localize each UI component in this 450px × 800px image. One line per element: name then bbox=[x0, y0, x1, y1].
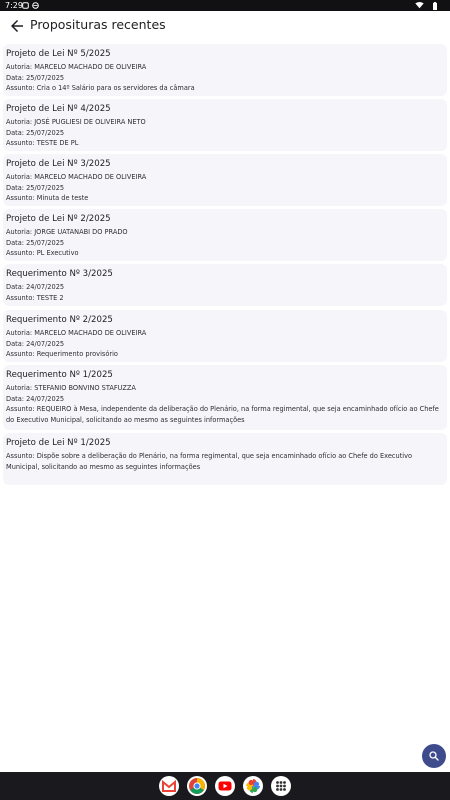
assunto-label: Assunto: bbox=[6, 293, 35, 302]
assunto-label: Assunto: bbox=[6, 139, 35, 147]
assunto-label: Assunto: bbox=[6, 194, 35, 202]
proposition-title: Projeto de Lei Nº 3/2025 bbox=[6, 159, 111, 169]
autoria-label: Autoria: bbox=[6, 329, 33, 337]
search-icon bbox=[428, 750, 440, 762]
proposition-title: Requerimento Nº 1/2025 bbox=[6, 370, 113, 380]
proposition-card[interactable] bbox=[3, 99, 447, 151]
app-bar bbox=[0, 11, 450, 43]
data-label: Data: bbox=[6, 73, 24, 82]
proposition-data bbox=[6, 183, 440, 194]
proposition-autoria bbox=[6, 117, 440, 128]
assunto-value: REQUEIRO à Mesa, independente da deliberação do Plenário, na forma regimental, que seja encaminhado ofício ao Chefe do Executivo Municipal, solicitando ao mesmo as seguintes informações bbox=[6, 405, 439, 424]
back-arrow-icon[interactable] bbox=[8, 17, 26, 35]
proposition-assunto bbox=[6, 404, 440, 425]
proposition-title: Requerimento Nº 3/2025 bbox=[6, 269, 113, 279]
status-time: 7:29 bbox=[5, 1, 23, 10]
photos-icon[interactable] bbox=[243, 776, 263, 796]
assunto-value: TESTE 2 bbox=[36, 293, 64, 302]
battery-icon bbox=[432, 2, 438, 10]
assunto-value: Cria o 14º Salário para os servidores da câmara bbox=[36, 84, 195, 92]
app-drawer-icon[interactable] bbox=[271, 776, 291, 796]
data-value: 25/07/2025 bbox=[26, 238, 65, 247]
proposition-assunto bbox=[6, 138, 440, 149]
autoria-label: Autoria: bbox=[6, 63, 33, 71]
proposition-assunto bbox=[6, 248, 440, 259]
assunto-label: Assunto: bbox=[6, 84, 35, 92]
assunto-value: TESTE DE PL bbox=[36, 139, 79, 147]
proposition-data bbox=[6, 394, 440, 405]
data-value: 25/07/2025 bbox=[26, 128, 65, 137]
data-value: 25/07/2025 bbox=[26, 183, 65, 192]
proposition-card[interactable] bbox=[3, 310, 447, 362]
data-value: 24/07/2025 bbox=[26, 394, 65, 403]
data-label: Data: bbox=[6, 128, 24, 137]
autoria-label: Autoria: bbox=[6, 118, 33, 126]
proposition-title: Projeto de Lei Nº 2/2025 bbox=[6, 214, 111, 224]
proposition-data bbox=[6, 282, 440, 293]
proposition-data bbox=[6, 339, 440, 350]
data-label: Data: bbox=[6, 339, 24, 348]
proposition-card[interactable] bbox=[3, 365, 447, 430]
data-value: 24/07/2025 bbox=[26, 283, 65, 291]
autoria-value: MARCELO MACHADO DE OLIVEIRA bbox=[34, 329, 147, 337]
proposition-assunto bbox=[6, 293, 440, 304]
search-button[interactable] bbox=[422, 744, 446, 768]
autoria-label: Autoria: bbox=[6, 228, 33, 236]
assunto-value: Minuta de teste bbox=[36, 194, 89, 202]
assunto-value: PL Executivo bbox=[36, 249, 79, 257]
autoria-value: MARCELO MACHADO DE OLIVEIRA bbox=[34, 63, 147, 71]
data-label: Data: bbox=[6, 238, 24, 247]
sync-icon bbox=[32, 2, 39, 9]
proposition-assunto bbox=[6, 451, 440, 472]
autoria-label: Autoria: bbox=[6, 384, 33, 392]
proposition-card[interactable] bbox=[3, 44, 447, 96]
assunto-label: Assunto: bbox=[6, 452, 35, 460]
data-value: 24/07/2025 bbox=[26, 339, 65, 348]
autoria-value: MARCELO MACHADO DE OLIVEIRA bbox=[34, 173, 147, 181]
data-label: Data: bbox=[6, 183, 24, 192]
assunto-label: Assunto: bbox=[6, 405, 35, 413]
gmail-icon[interactable] bbox=[159, 776, 179, 796]
proposition-assunto bbox=[6, 349, 440, 360]
proposition-autoria bbox=[6, 383, 440, 394]
proposition-autoria bbox=[6, 227, 440, 238]
proposition-card[interactable] bbox=[3, 264, 447, 306]
assunto-value: Requerimento provisório bbox=[36, 350, 118, 358]
proposition-card[interactable] bbox=[3, 433, 447, 485]
chrome-icon[interactable] bbox=[187, 776, 207, 796]
assunto-label: Assunto: bbox=[6, 249, 35, 257]
proposition-autoria bbox=[6, 172, 440, 183]
page-title: Proposituras recentes bbox=[30, 17, 166, 32]
proposition-title: Projeto de Lei Nº 5/2025 bbox=[6, 49, 111, 59]
autoria-value: JOSÉ PUGLIESI DE OLIVEIRA NETO bbox=[34, 118, 146, 126]
proposition-assunto bbox=[6, 193, 440, 204]
data-label: Data: bbox=[6, 394, 24, 403]
proposition-data bbox=[6, 73, 440, 84]
assunto-value: Dispõe sobre a deliberação do Plenário, na forma regimental, que seja encaminhado ofício ao Chefe do Executivo Municipal, solicitando ao mesmo as seguintes informações bbox=[6, 452, 413, 471]
youtube-icon[interactable] bbox=[215, 776, 235, 796]
proposition-card[interactable] bbox=[3, 154, 447, 206]
wifi-icon bbox=[415, 2, 424, 9]
proposition-title: Projeto de Lei Nº 4/2025 bbox=[6, 104, 111, 114]
status-bar bbox=[0, 0, 450, 11]
autoria-value: JORGE UATANABI DO PRADO bbox=[34, 228, 128, 236]
proposition-data bbox=[6, 128, 440, 139]
proposition-title: Requerimento Nº 2/2025 bbox=[6, 315, 113, 325]
autoria-value: STEFANIO BONVINO STAFUZZA bbox=[34, 384, 136, 392]
proposition-card[interactable] bbox=[3, 209, 447, 261]
autoria-label: Autoria: bbox=[6, 173, 33, 181]
notification-icon bbox=[22, 2, 29, 9]
data-label: Data: bbox=[6, 283, 24, 291]
proposition-title: Projeto de Lei Nº 1/2025 bbox=[6, 438, 111, 448]
proposition-autoria bbox=[6, 328, 440, 339]
assunto-label: Assunto: bbox=[6, 350, 35, 358]
proposition-autoria bbox=[6, 62, 440, 73]
data-value: 25/07/2025 bbox=[26, 73, 65, 82]
proposition-assunto bbox=[6, 83, 440, 94]
proposition-data bbox=[6, 238, 440, 249]
